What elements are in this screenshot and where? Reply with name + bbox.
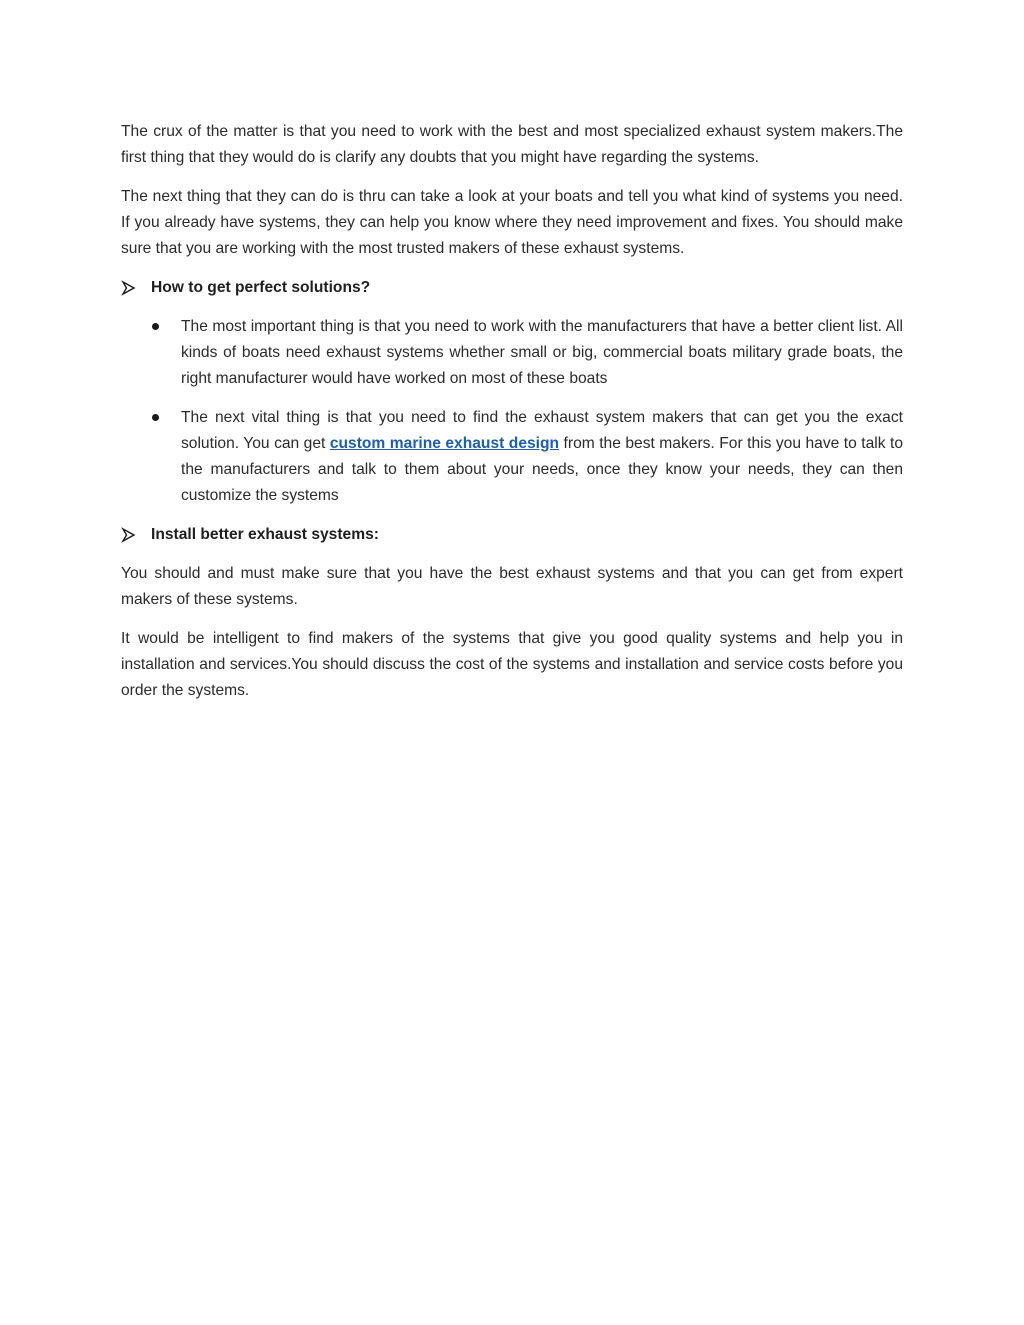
solutions-list [121,314,903,509]
intro-paragraph-2: The next thing that they can do is thru can take a look at your boats and tell you what kind of systems you need. If you already have systems, they can help you know where they need improvement and fixes. You should make sure that you are working with the most trusted makers of these exhaust systems. [121,188,903,257]
section-heading-install-label: Install better exhaust systems: [151,526,379,543]
section-heading-solutions [121,275,903,301]
list-item [121,314,903,392]
section-heading-solutions-label: How to get perfect solutions? [151,279,371,296]
arrow-bullet-icon [121,275,137,301]
arrow-bullet-icon [121,522,137,548]
install-paragraph-1: You should and must make sure that you have the best exhaust systems and that you can get from expert makers of these systems. [121,565,903,608]
intro-paragraph-1: The crux of the matter is that you need to work with the best and most specialized exhaust system makers.The first thing that they would do is clarify any doubts that you might have regarding the systems. [121,123,903,166]
bullet-dot-icon [152,414,159,421]
install-paragraph-2: It would be intelligent to find makers of the systems that give you good quality systems and help you in installation and services.You should discuss the cost of the systems and installation and service costs before you order the systems. [121,630,903,699]
bullet-dot-icon [152,323,159,330]
list-item-text-before-link: The next vital thing is that you need to find the exhaust system makers that can get you the exact solution. You can get [181,409,903,452]
section-heading-install [121,522,903,548]
document-page [121,119,903,717]
custom-marine-exhaust-design-link[interactable]: custom marine exhaust design [329,435,560,452]
list-item-text-after-link: from the best makers. For this you have to talk to the manufacturers and talk to them about your needs, once they know your needs, they can then customize the systems [181,435,903,504]
list-item-text: The most important thing is that you need to work with the manufacturers that have a better client list. All kinds of boats need exhaust systems whether small or big, commercial boats military grade boats, the right manufacturer would have worked on most of these boats [181,318,903,387]
list-item [121,405,903,509]
